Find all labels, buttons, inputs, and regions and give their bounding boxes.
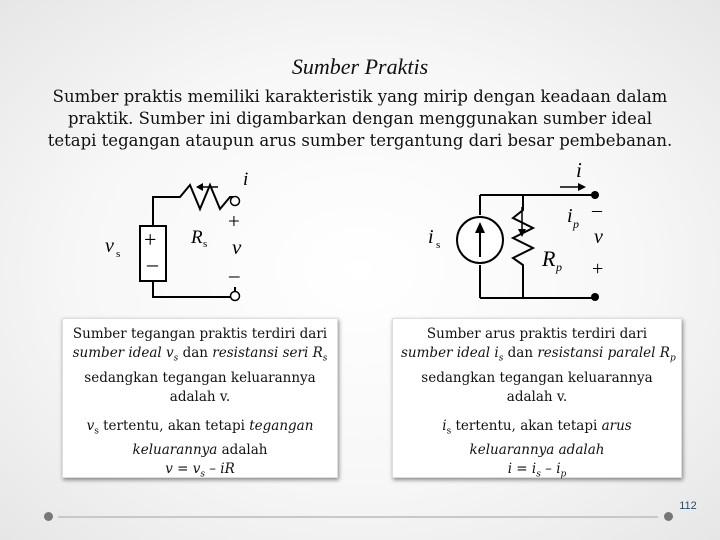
source-plus: + — [144, 227, 157, 252]
footer-dot-right — [664, 512, 673, 521]
description-line: sedangkan tegangan keluarannya — [84, 369, 316, 386]
source-minus: – — [147, 251, 158, 276]
terminal-top — [231, 197, 240, 206]
output-label: v — [594, 226, 603, 248]
intro-line: praktik. Sumber ini digambarkan dengan menggunakan sumber ideal — [67, 109, 653, 128]
description-line: adalah v. — [506, 388, 568, 405]
current-label: i — [243, 169, 249, 190]
source-subscript: s — [116, 248, 121, 260]
description-line: Sumber arus praktis terdiri dari — [426, 326, 648, 342]
terminal-top — [591, 191, 599, 199]
description-line: $i_s$ tertentu, akan tetapi arus — [442, 417, 632, 437]
current-label: i — [576, 158, 582, 182]
source-subscript: s — [436, 239, 441, 251]
slide-title: Sumber Praktis — [291, 54, 429, 79]
terminal-bottom — [231, 292, 240, 301]
formula: $v = v_s$ – iR — [165, 461, 235, 481]
current-arrow-head — [196, 183, 203, 191]
description-paragraph — [401, 325, 676, 407]
current-source-description — [392, 318, 682, 481]
resistor-subscript: p — [556, 260, 562, 274]
source-label: v — [105, 235, 114, 257]
description-line: keluarannya adalah — [469, 442, 605, 459]
source-label: i — [428, 226, 434, 248]
formula-paragraph — [71, 417, 329, 485]
description-line: sumber ideal $i_s$ dan resistansi paralel $R_p$ — [401, 345, 676, 364]
intro-line: Sumber praktis memiliki karakteristik yang mirip dengan keadaan dalam — [52, 87, 668, 106]
voltage-source-circuit — [95, 160, 295, 305]
output-label: v — [232, 235, 242, 259]
description-line: keluarannya adalah — [132, 442, 268, 459]
output-minus: – — [229, 263, 240, 287]
description-line: $v_s$ tertentu, akan tetapi tegangan — [86, 417, 314, 437]
description-line: adalah v. — [169, 388, 231, 405]
output-plus: + — [228, 209, 240, 233]
intro-paragraph — [40, 86, 680, 152]
page-number: 112 — [679, 500, 697, 512]
footer-dot-left — [44, 512, 53, 521]
description-line: Sumber tegangan praktis terdiri dari — [72, 326, 328, 342]
output-minus: – — [592, 199, 602, 221]
parallel-resistor — [513, 195, 533, 298]
description-line: sedangkan tegangan keluarannya — [421, 369, 653, 386]
resistor-label: R — [191, 227, 203, 248]
voltage-source-description — [62, 318, 338, 481]
terminal-bottom — [591, 293, 599, 301]
output-current-arrow-head — [578, 183, 586, 191]
branch-current-subscript: p — [573, 217, 579, 231]
output-plus: + — [592, 258, 604, 280]
footer-divider — [58, 516, 658, 518]
resistor-subscript: s — [203, 238, 208, 250]
description-line: sumber ideal $v_s$ dan resistansi seri $R_s$ — [72, 345, 328, 364]
formula-paragraph — [401, 417, 673, 485]
description-paragraph — [71, 325, 329, 407]
formula: $i = i_s - i_p$ — [507, 461, 567, 481]
branch-current-label: i — [567, 205, 573, 227]
current-source-circuit — [420, 155, 620, 305]
resistor-label: R — [542, 246, 556, 271]
intro-line: tetapi tegangan ataupun arus sumber tergantung dari besar pembebanan. — [47, 131, 673, 150]
